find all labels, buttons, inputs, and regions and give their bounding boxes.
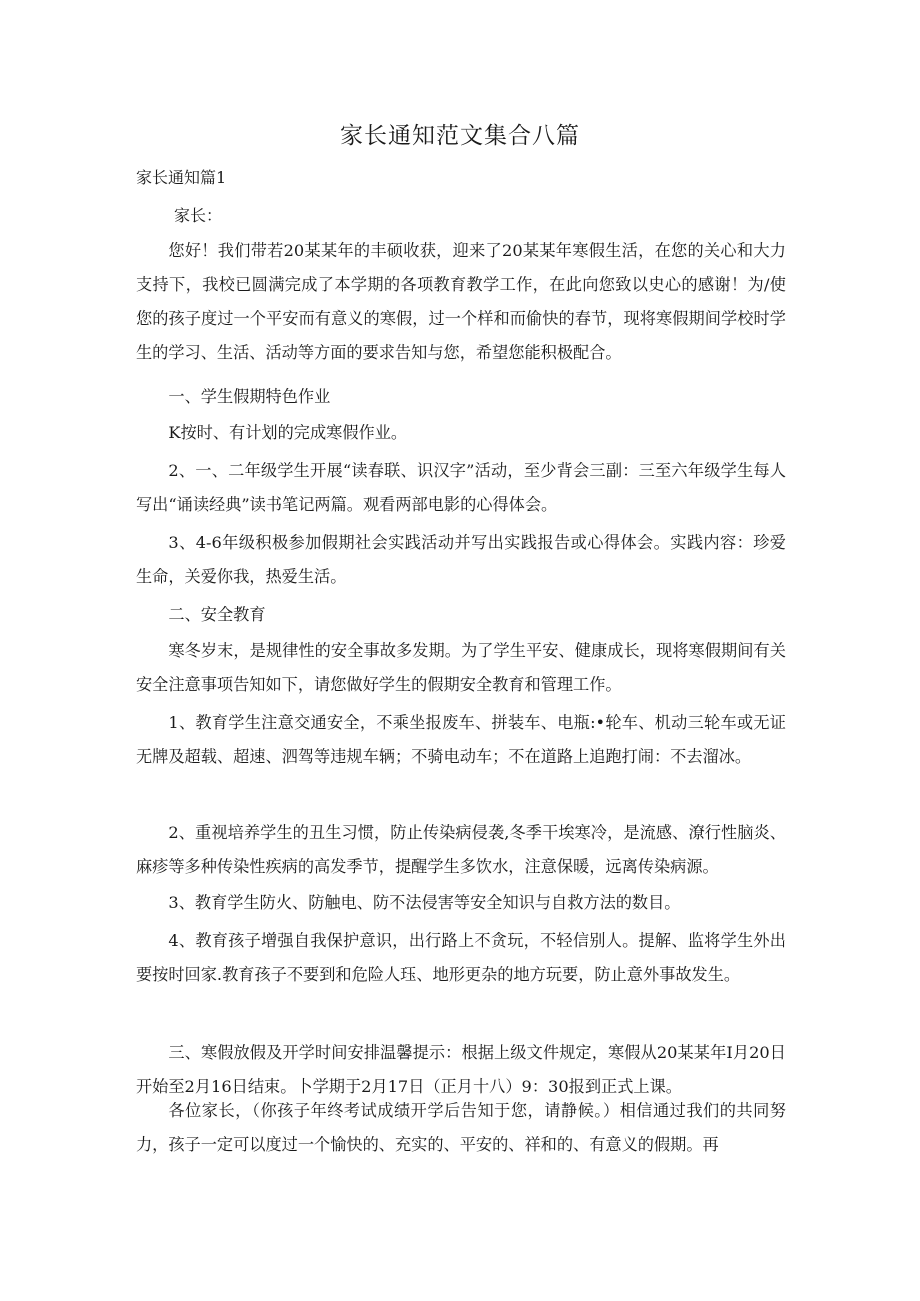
closing-paragraph [136, 1094, 786, 1162]
paragraph: 一、学生假期特色作业 [168, 387, 331, 406]
paragraph: 二、安全教育 [168, 605, 266, 624]
item-homework-1 [136, 416, 786, 450]
item-homework-3 [136, 526, 786, 594]
heading-homework [136, 380, 786, 414]
safety-intro [136, 634, 786, 702]
paragraph: 2、一、二年级学生开展“读春联、识汉字”活动，至少背会三副：三至六年级学生每人写出“诵读经典”读书笔记两篇。观看两部电影的心得体会。 [136, 461, 786, 514]
safety-item-2 [136, 816, 786, 884]
item-homework-2 [136, 454, 786, 522]
section-label: 家长通知篇1 [136, 168, 227, 187]
paragraph: 3、教育学生防火、防触电、防不法侵害等安全知识与自救方法的数目。 [168, 893, 681, 912]
paragraph: 1、教育学生注意交通安全，不乘坐报废车、拼装车、电瓶:•轮车、机动三轮车或无证无牌及超载、超速、泗驾等违规车辆；不骑电动车；不在道路上追跑打闹：不去溜冰。 [136, 713, 786, 766]
paragraph: 寒冬岁末，是规律性的安全事故多发期。为了学生平安、健康成长，现将寒假期间有关安全注意事项告知如下，请您做好学生的假期安全教育和管理工作。 [136, 641, 786, 694]
safety-item-1 [136, 706, 786, 774]
document-title: 家长通知范文集合八篇 [340, 123, 580, 149]
paragraph-intro [136, 234, 786, 370]
safety-item-3 [136, 886, 786, 920]
paragraph: 2、重视培养学生的丑生习惯，防止传染病侵袭,冬季干埃寒冷，是流感、潦行性脑炎、麻疹等多种传染性疾病的高发季节，提醒学生多饮水，注意保暖，远离传染病源。 [136, 823, 786, 876]
paragraph: 3、4-6年级积极参加假期社会实践活动并写出实践报告或心得体会。实践内容：珍爱生命，关爱你我，热爱生活。 [136, 533, 786, 586]
heading-safety [136, 598, 786, 632]
paragraph: K按时、有计划的完成寒假作业。 [168, 423, 408, 442]
paragraph: 三、寒假放假及开学时间安排温馨提示：根据上级文件规定，寒假从20某某年I月20日开始至2月16日结束。卜学期于2月17日（正月十八）9：30报到正式上课。 [136, 1043, 786, 1096]
greeting: 家长： [174, 206, 223, 225]
paragraph: 您好！我们带若20某某年的丰硕收获，迎来了20某某年寒假生活，在您的关心和大力支持下，我校已圆满完成了本学期的各项教育教学工作，在此向您致以史心的感谢！为/使您的孩子度过一个平安而有意义的寒假，过一个样和而偷快的春节，现将寒假期间学校时学生的学习、生活、活动等方面的要求告知与您，希望您能积极配合。 [136, 241, 786, 362]
safety-item-4 [136, 924, 786, 992]
paragraph: 各位家长，（你孩子年终考试成绩开学后告知于您，请静候。）相信通过我们的共同努力，孩子一定可以度过一个愉快的、充实的、平安的、祥和的、有意义的假期。再 [136, 1101, 786, 1154]
paragraph: 4、教育孩子增强自我保护意识，出行路上不贪玩，不轻信别人。提解、监将学生外出要按时回家.教育孩子不要到和危险人珏、地形更杂的地方玩要，防止意外事故发生。 [136, 931, 786, 984]
